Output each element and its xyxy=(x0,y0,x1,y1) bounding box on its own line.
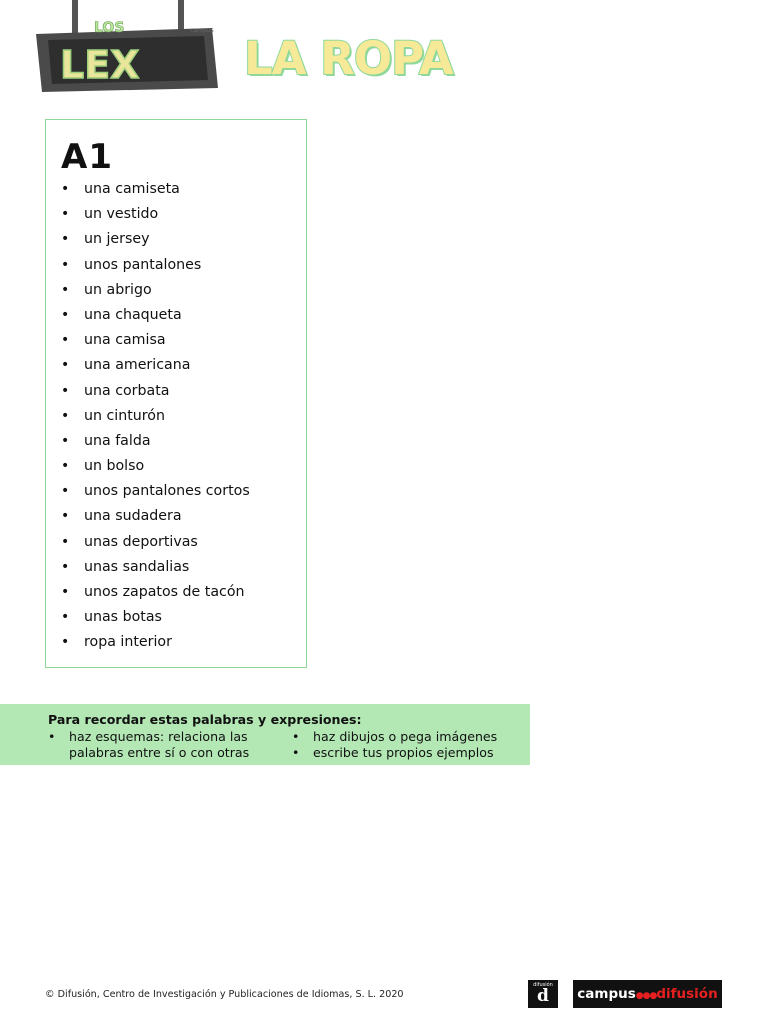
logo-big-text: LEX xyxy=(60,43,140,87)
difusion-logo-small-text: difusión xyxy=(533,982,553,988)
logo-tag-text: campus xyxy=(190,27,214,34)
vocab-item: • un jersey xyxy=(46,227,250,252)
vocab-item: • una falda xyxy=(46,429,250,454)
study-tips-band xyxy=(0,704,530,765)
vocabulary-list xyxy=(46,177,250,656)
vocabulary-box xyxy=(45,119,307,668)
tip-drawings-text: haz dibujos o pega imágenes xyxy=(313,729,498,744)
vocab-item: • un abrigo xyxy=(46,278,250,303)
people-icon: ●●● xyxy=(635,991,657,1001)
vocab-item: • unos zapatos de tacón xyxy=(46,580,250,605)
tip-examples-text: escribe tus propios ejemplos xyxy=(313,745,494,760)
vocab-item: • unas deportivas xyxy=(46,530,250,555)
logo-small-text: LOS xyxy=(94,20,125,36)
tip-schemas xyxy=(48,729,250,761)
bullet: • xyxy=(292,745,300,760)
vocab-item: • una camiseta xyxy=(46,177,250,202)
logo-sign-graphic xyxy=(34,0,220,96)
campus-text: campus xyxy=(577,986,636,1002)
bullet: • xyxy=(48,729,56,744)
vocab-item: • un vestido xyxy=(46,202,250,227)
copyright-notice: © Difusión, Centro de Investigación y Publicaciones de Idiomas, S. L. 2020 xyxy=(45,989,404,1000)
page-title: LA ROPA xyxy=(244,32,453,85)
tip-drawings xyxy=(292,729,498,745)
vocab-item: • un bolso xyxy=(46,454,250,479)
level-heading: A1 xyxy=(61,137,113,177)
bullet: • xyxy=(292,729,300,744)
tip-schemas-line2: palabras entre sí o con otras xyxy=(69,745,250,760)
difusion-logo-letter: d xyxy=(537,986,549,1006)
vocab-item: • ropa interior xyxy=(46,630,250,655)
vocab-item: • unos pantalones xyxy=(46,253,250,278)
vocab-item: • unos pantalones cortos xyxy=(46,479,250,504)
vocab-item: • una corbata xyxy=(46,379,250,404)
vocab-item: • una americana xyxy=(46,353,250,378)
vocab-item: • una sudadera xyxy=(46,504,250,529)
tip-schemas-line1: haz esquemas: relaciona las xyxy=(69,729,248,744)
vocab-item: • una camisa xyxy=(46,328,250,353)
vocab-item: • un cinturón xyxy=(46,404,250,429)
campus-difusion-logo xyxy=(573,980,722,1008)
los-lex-logo xyxy=(34,0,220,96)
vocab-item: • unas sandalias xyxy=(46,555,250,580)
tip-examples xyxy=(292,745,494,761)
vocab-item: • unas botas xyxy=(46,605,250,630)
difusion-logo xyxy=(528,980,558,1008)
vocab-item: • una chaqueta xyxy=(46,303,250,328)
difusion-text: difusión xyxy=(656,986,718,1002)
tips-title: Para recordar estas palabras y expresiones: xyxy=(48,712,362,727)
